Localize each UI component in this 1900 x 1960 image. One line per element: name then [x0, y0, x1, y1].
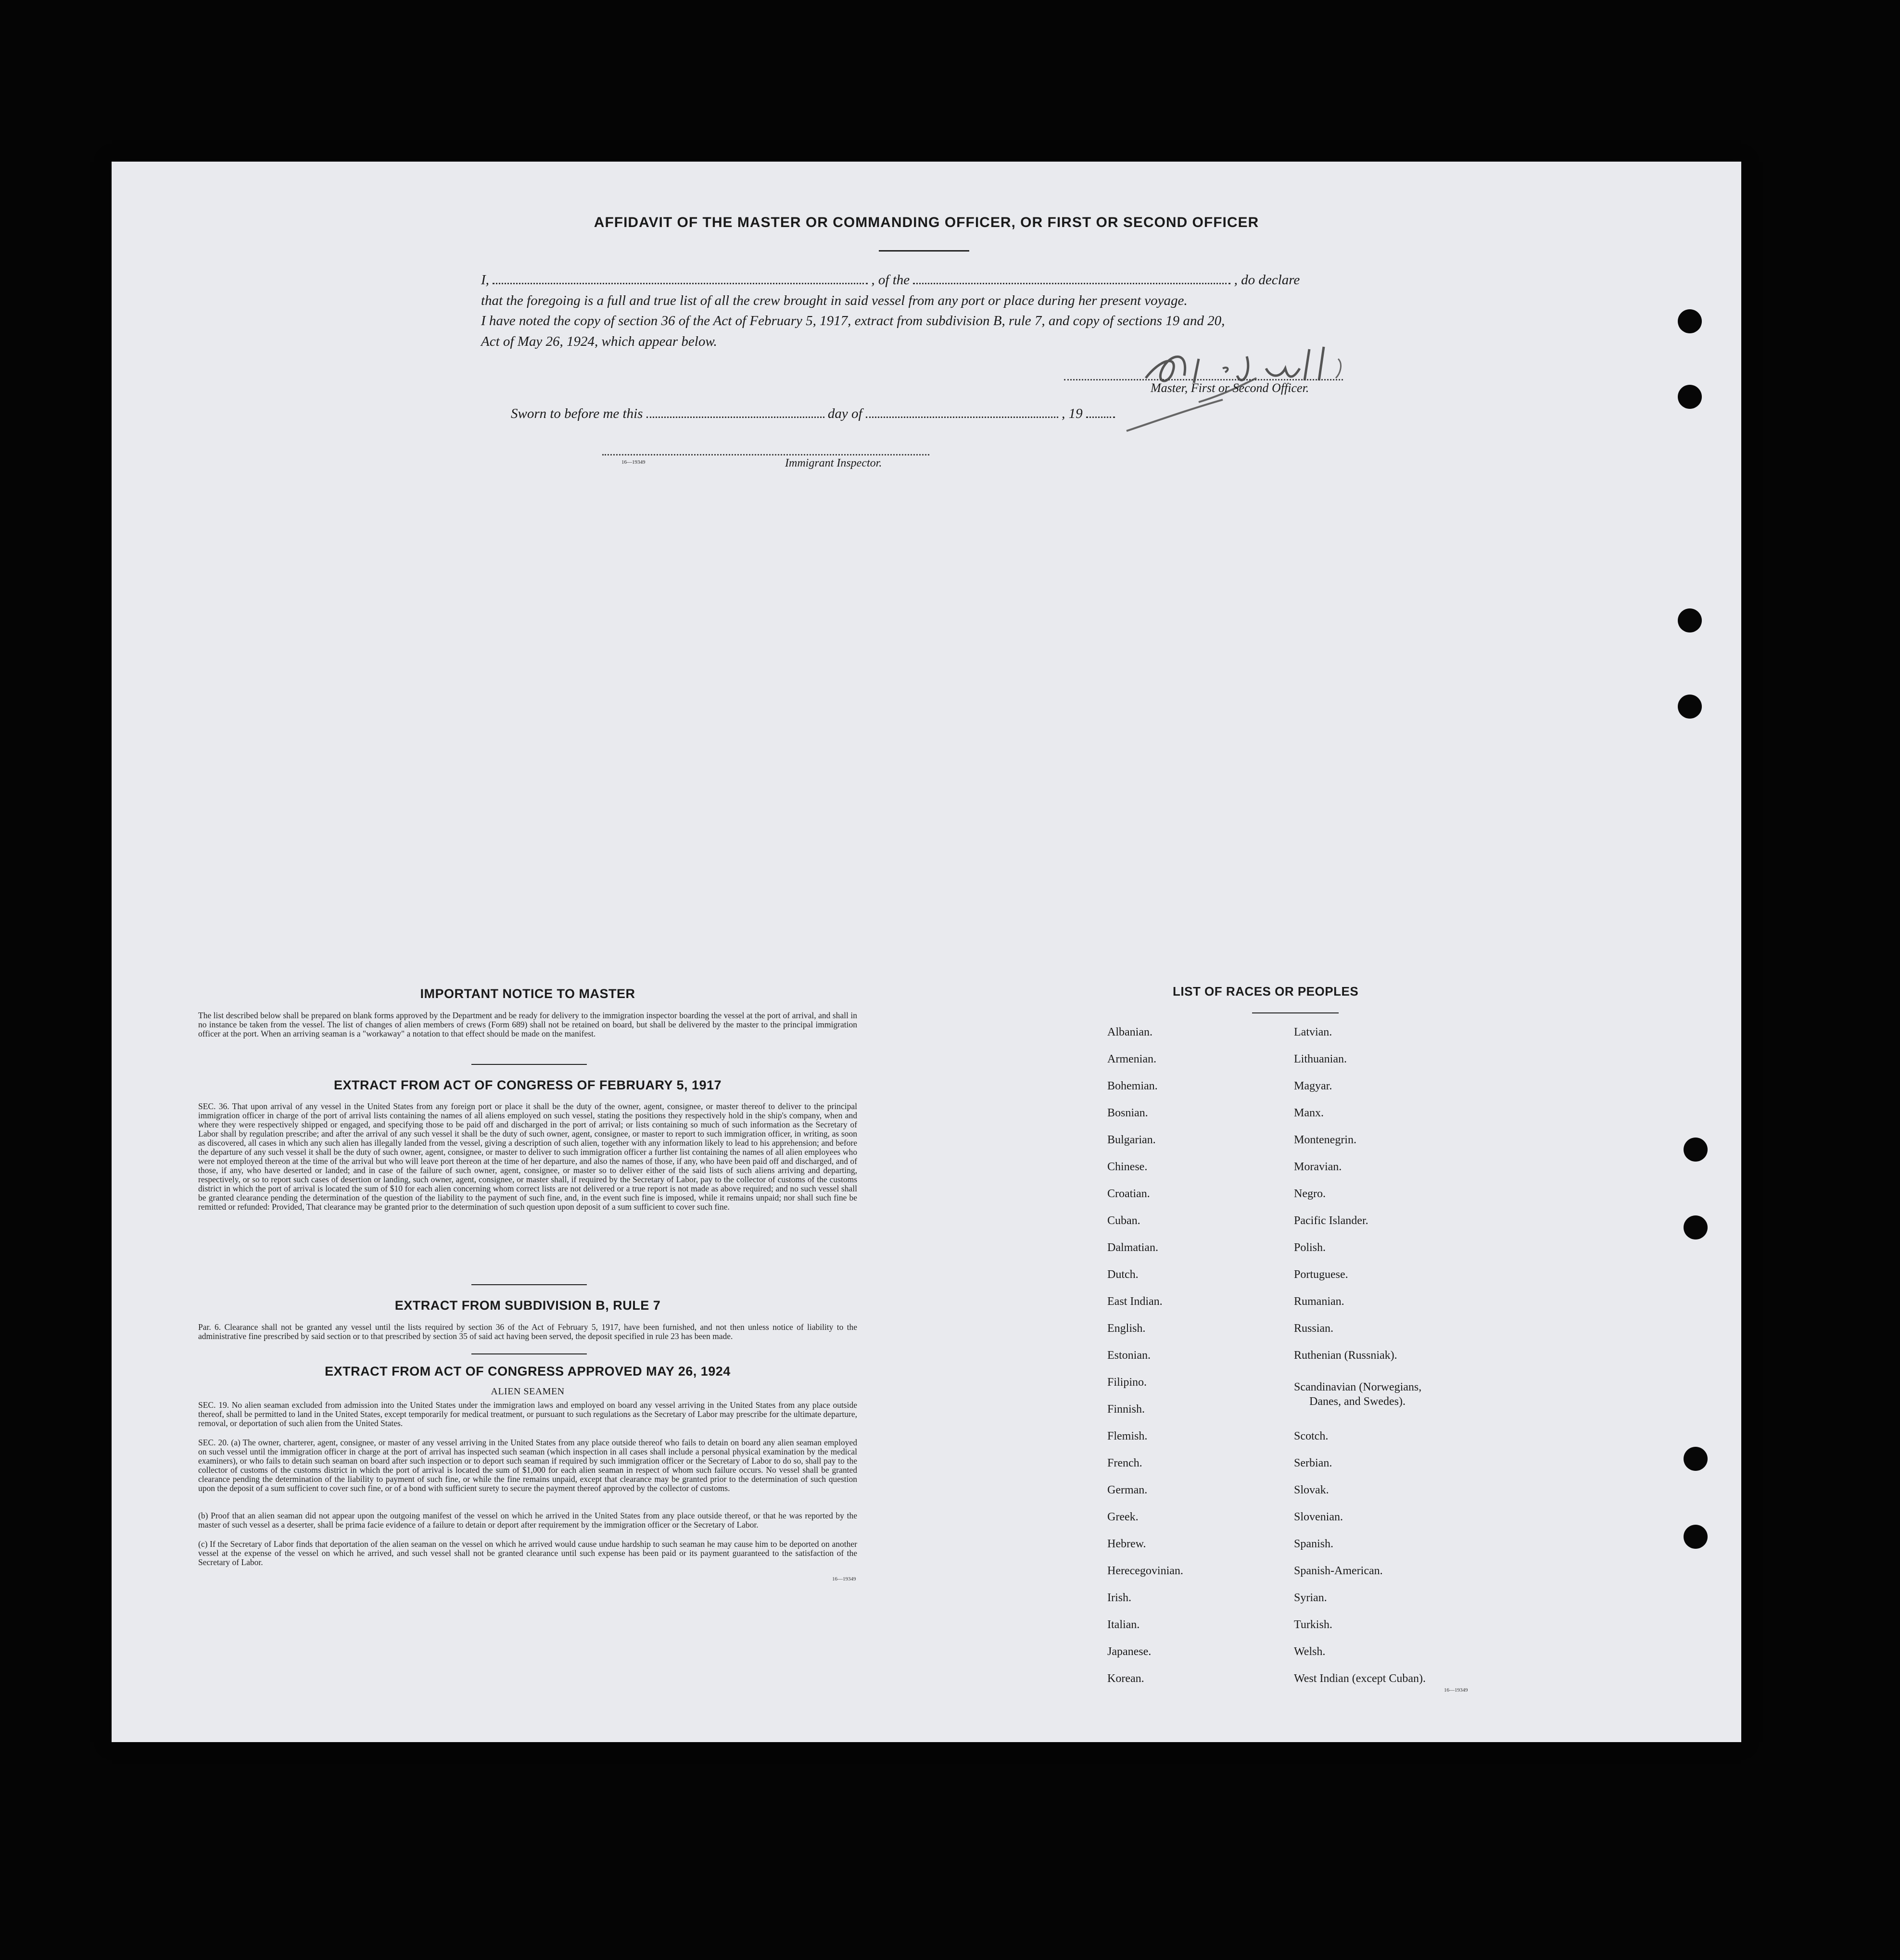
race-item: Albanian.: [1107, 1026, 1153, 1038]
sworn-line: [511, 406, 1115, 422]
inspector-line: [602, 454, 929, 455]
race-item: Greek.: [1107, 1511, 1139, 1523]
binder-hole: [1684, 1215, 1708, 1239]
race-item: Rumanian.: [1294, 1295, 1344, 1308]
race-item: Bulgarian.: [1107, 1134, 1156, 1146]
sworn-month-field[interactable]: [866, 417, 1058, 418]
vessel-field[interactable]: [913, 283, 1230, 284]
race-item: Scandinavian (Norwegians,: [1294, 1381, 1422, 1393]
day-of-label: day of: [827, 406, 862, 421]
binder-hole: [1678, 695, 1702, 719]
race-item: Montenegrin.: [1294, 1134, 1356, 1146]
race-item: Bohemian.: [1107, 1080, 1158, 1092]
race-item: English.: [1107, 1322, 1146, 1335]
races-title: LIST OF RACES OR PEOPLES: [1173, 984, 1359, 999]
extract-1924-sec19: SEC. 19. No alien seaman excluded from admission into the United States under the immigration laws and employed on board any vessel arriving in the United States from any place outside thereof, shall be permitted to land in the United States, except temporarily for medical treatment, or pursuant to such regulations as the Secretary of Labor may prescribe for the ultimate departure, removal, or deportation of such alien from the United States.: [198, 1400, 857, 1428]
binder-hole: [1684, 1447, 1708, 1471]
extract-1924-title: EXTRACT FROM ACT OF CONGRESS APPROVED MAY 26, 1924: [325, 1364, 731, 1378]
race-item: West Indian (except Cuban).: [1294, 1672, 1426, 1685]
races-form-number: 16—19349: [1444, 1687, 1468, 1693]
signature-caption: Master, First or Second Officer.: [1151, 381, 1309, 395]
title-divider: [879, 250, 969, 252]
race-item: German.: [1107, 1484, 1148, 1496]
race-item: Welsh.: [1294, 1645, 1326, 1658]
race-item: Flemish.: [1107, 1430, 1148, 1442]
extract-1924-sec20c: (c) If the Secretary of Labor finds that deportation of the alien seaman on the vessel on which he arrived would cause undue hardship to such seaman he may cause him to be deported on another vessel at the expense of the vessel on which he arrived, and such vessel shall not be granted clearance until such expense has been paid or its payment guaranteed to the satisfaction of the Secretary of Labor.: [198, 1539, 857, 1567]
race-item: Italian.: [1107, 1619, 1140, 1631]
extract-1917-title: EXTRACT FROM ACT OF CONGRESS OF FEBRUARY 5, 1917: [333, 1078, 722, 1092]
race-item: Spanish-American.: [1294, 1565, 1383, 1577]
notice-divider: [471, 1064, 587, 1065]
race-item: Dutch.: [1107, 1268, 1139, 1281]
race-item: Turkish.: [1294, 1619, 1332, 1631]
race-item: Filipino.: [1107, 1376, 1147, 1389]
race-item: Russian.: [1294, 1322, 1334, 1335]
race-item: Portuguese.: [1294, 1268, 1348, 1281]
affidavit-title: AFFIDAVIT OF THE MASTER OR COMMANDING OFFICER, OR FIRST OR SECOND OFFICER: [594, 215, 1259, 230]
race-item: Manx.: [1294, 1107, 1324, 1119]
race-item: Moravian.: [1294, 1161, 1342, 1173]
race-item: Pacific Islander.: [1294, 1214, 1368, 1227]
affidavit-line-1: [481, 272, 1300, 288]
race-item: Japanese.: [1107, 1645, 1152, 1658]
affidavit-line-3: I have noted the copy of section 36 of the Act of February 5, 1917, extract from subdivision B, rule 7, and copy of sections 19 and 20,: [481, 313, 1225, 329]
extract-1924-sec20a: SEC. 20. (a) The owner, charterer, agent, consignee, or master of any vessel arriving in the United States from any place outside thereof who fails to detain on board any alien seaman employed on such vessel until the immigration officer in charge at the port of arrival has inspected such seaman (which inspection in all cases shall include a personal physical examination by the medical examiners), or who fails to detain such seaman on board after such inspection or to deport such seaman if required by such immigration officer or the Secretary of Labor to do so, shall pay to the collector of customs of the customs district in which the port of arrival is located the sum of $1,000 for each alien seaman in respect of whom such failure occurs. No vessel shall be granted clearance pending the determination of the liability to payment of such fine, or while the fine remains unpaid, except that clearance may be granted prior to the determination of such question upon the deposit of a sum sufficient to cover such fine, or of a bond with sufficient surety to secure the payment thereof approved by the collector of customs.: [198, 1438, 857, 1493]
race-item: Polish.: [1294, 1241, 1326, 1254]
race-item: Bosnian.: [1107, 1107, 1148, 1119]
race-item: East Indian.: [1107, 1295, 1163, 1308]
binder-hole: [1678, 608, 1702, 632]
race-item: Serbian.: [1294, 1457, 1332, 1469]
signature-flourish: [1122, 397, 1228, 436]
race-item: Korean.: [1107, 1672, 1144, 1685]
notice-title: IMPORTANT NOTICE TO MASTER: [420, 986, 635, 1001]
notice-text: The list described below shall be prepared on blank forms approved by the Department and be ready for delivery to the immigration inspector boarding the vessel at the port of arrival, and shall in no instance be taken from the vessel. The list of changes of alien members of crews (Form 689) shall not be retained on board, but shall be delivered by the master to the principal immigration officer at the port. When an arriving seaman is a "workaway" a notation to that effect should be made on the manifest.: [198, 1011, 857, 1038]
binder-hole: [1684, 1525, 1708, 1549]
document-sheet: [112, 162, 1741, 1742]
affidavit-line-4: Act of May 26, 1924, which appear below.: [481, 334, 717, 349]
binder-hole: [1678, 309, 1702, 333]
race-item: Dalmatian.: [1107, 1241, 1158, 1254]
race-item: Ruthenian (Russniak).: [1294, 1349, 1397, 1362]
race-item: Chinese.: [1107, 1161, 1148, 1173]
race-item: Herecegovinian.: [1107, 1565, 1183, 1577]
race-item: Hebrew.: [1107, 1538, 1146, 1550]
year-prefix: , 19: [1062, 406, 1083, 421]
race-item: Croatian.: [1107, 1188, 1150, 1200]
race-item: Spanish.: [1294, 1538, 1334, 1550]
sworn-label: Sworn to before me this: [511, 406, 643, 421]
rule7-text: Par. 6. Clearance shall not be granted any vessel until the lists required by section 36 of the Act of February 5, 1917, have been furnished, and not then unless notice of liability to the administrative fine prescribed by said section or to that prescribed by section 35 of said act having been served, the deposit specified in rule 23 has been made.: [198, 1322, 857, 1341]
race-item: Scotch.: [1294, 1430, 1329, 1442]
affidavit-form-number: 16—19349: [621, 459, 646, 465]
i-label: I,: [481, 272, 489, 288]
rule7-divider: [471, 1353, 587, 1354]
race-item: Finnish.: [1107, 1403, 1145, 1416]
race-item-continuation: Danes, and Swedes).: [1309, 1395, 1406, 1408]
extract-1924-subtitle: ALIEN SEAMEN: [491, 1386, 565, 1397]
rule7-title: EXTRACT FROM SUBDIVISION B, RULE 7: [394, 1298, 661, 1313]
race-item: Lithuanian.: [1294, 1053, 1347, 1065]
extract-1917-text: SEC. 36. That upon arrival of any vessel in the United States from any foreign port or place it shall be the duty of the owner, agent, consignee, or master thereof to deliver to the principal immigration officer in charge of the port of arrival lists containing the names of all aliens employed on such vessel, stating the positions they respectively hold in the ship's company, when and where they were respectively shipped or engaged, and specifying those to be paid off and discharged in the port of arrival; or lists containing so much of such information as the Secretary of Labor shall by regulation prescribe; and after the arrival of any such vessel it shall be the duty of such owner, agent, consignee, or master to report to such immigration officer, in writing, as soon as discovered, all cases in which any such alien has illegally landed from the vessel, giving a description of such alien, together with any information likely to lead to his apprehension; and before the departure of any such vessel it shall be the duty of such owner, agent, consignee, or master to deliver to such immigration officer a further list containing the names of all alien employees who were not employed thereon at the time of the arrival but who will leave port thereon at the time of her departure, and also the names of those, if any, who have been paid off and discharged, and of those, if any, who have deserted or landed; and in case of the failure of such owner, agent, consignee, or master so to deliver either of the said lists of such aliens arriving and departing, respectively, or so to report such cases of desertion or landing, such owner, agent, consignee, or master shall, if required by the Secretary of Labor, pay to the collector of customs of the customs district in which the port of arrival is located the sum of $10 for each alien concerning whom correct lists are not delivered or a true report is not made as above required; and no such vessel shall be granted clearance pending the determination of the question of the liability to the payment of such fine, and, in the event such fine is imposed, while it remains unpaid; nor shall such fine be remitted or refunded: Provided, That clearance may be granted prior to the determination of such question upon deposit of a sum sufficient to cover such fine.: [198, 1101, 857, 1212]
race-item: Slovenian.: [1294, 1511, 1343, 1523]
affidavit-line-2: that the foregoing is a full and true list of all the crew brought in said vessel from any port or place during her present voyage.: [481, 293, 1188, 308]
race-item: Slovak.: [1294, 1484, 1329, 1496]
extract-1917-divider: [471, 1284, 587, 1285]
sworn-year-field[interactable]: [1086, 417, 1115, 418]
race-item: Estonian.: [1107, 1349, 1151, 1362]
race-item: Latvian.: [1294, 1026, 1332, 1038]
signature-line: [1064, 379, 1343, 380]
race-item: Cuban.: [1107, 1214, 1140, 1227]
extract-form-number: 16—19349: [832, 1576, 856, 1582]
race-item: Magyar.: [1294, 1080, 1332, 1092]
binder-hole: [1684, 1138, 1708, 1162]
master-signature: [1127, 340, 1377, 407]
races-divider: [1252, 1012, 1339, 1013]
binder-hole: [1678, 385, 1702, 409]
inspector-caption: Immigrant Inspector.: [785, 457, 882, 469]
race-item: Negro.: [1294, 1188, 1326, 1200]
race-item: Irish.: [1107, 1592, 1131, 1604]
race-item: Syrian.: [1294, 1592, 1327, 1604]
of-the-label: , of the: [871, 272, 910, 288]
name-field[interactable]: [493, 283, 868, 284]
extract-1924-sec20b: (b) Proof that an alien seaman did not appear upon the outgoing manifest of the vessel on which he arrived in the United States from any place outside thereof, or that he was reported by the master of such vessel as a deserter, shall be prima facie evidence of a failure to detain or deport after requirement by the immigration officer or the Secretary of Labor.: [198, 1511, 857, 1530]
sworn-day-field[interactable]: [646, 417, 824, 418]
race-item: Armenian.: [1107, 1053, 1156, 1065]
race-item: French.: [1107, 1457, 1142, 1469]
do-declare-label: , do declare: [1234, 272, 1300, 288]
